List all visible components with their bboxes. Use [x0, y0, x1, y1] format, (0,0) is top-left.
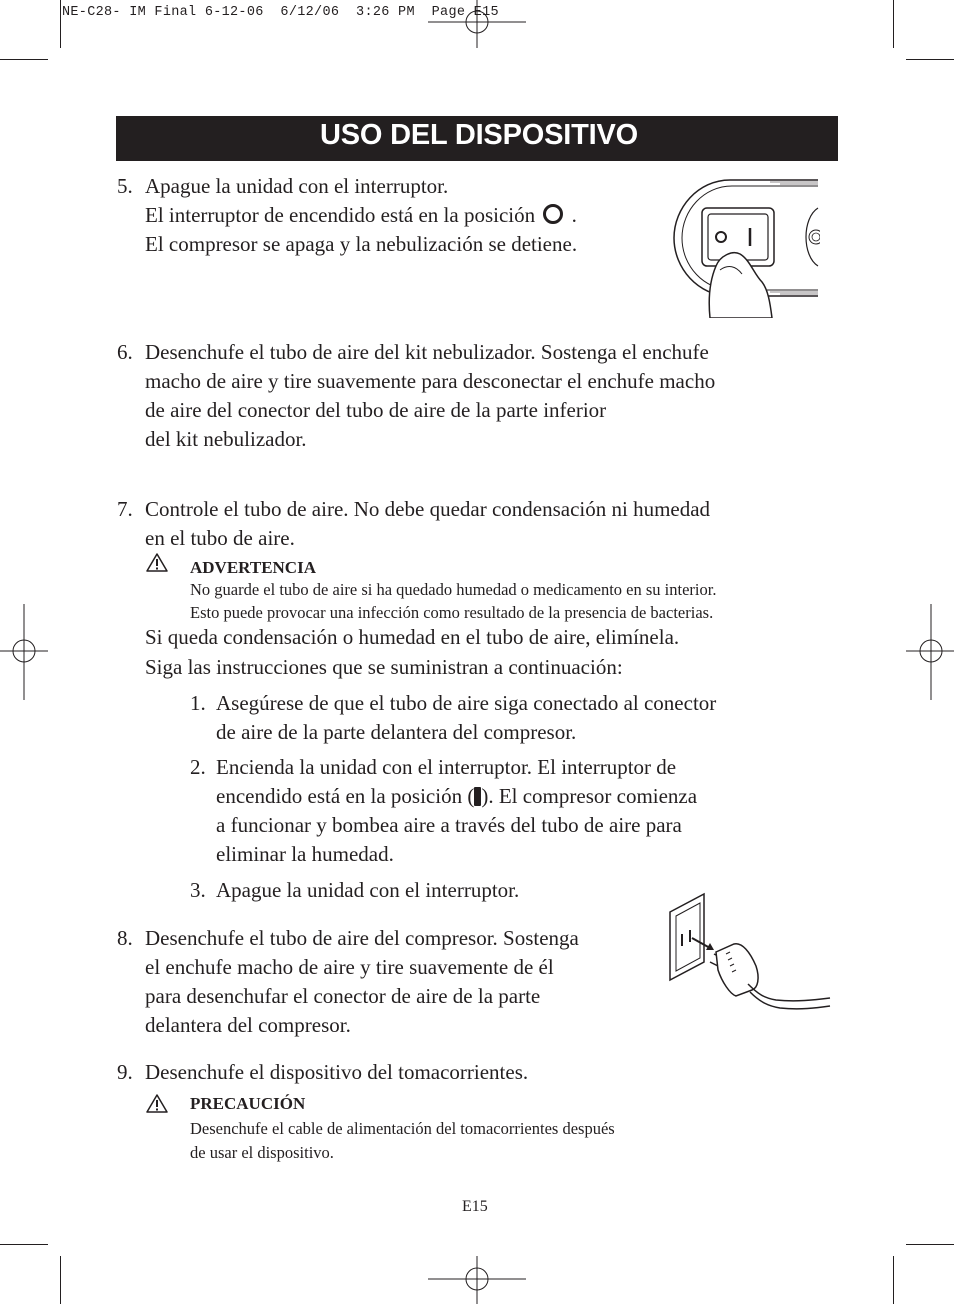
step-number: 5.: [117, 174, 133, 198]
crop-mark: [0, 59, 48, 60]
substep-text: de aire de la parte delantera del compresor.: [216, 720, 577, 744]
caution-triangle-icon: [146, 1094, 168, 1113]
substep-text: eliminar la humedad.: [216, 842, 394, 866]
step-text: en el tubo de aire.: [145, 526, 295, 550]
step-text: delantera del compresor.: [145, 1013, 351, 1037]
page-title: USO DEL DISPOSITIVO: [320, 119, 638, 151]
crop-mark: [60, 1256, 61, 1304]
power-switch-illustration: [670, 178, 820, 318]
step-text: El compresor se apaga y la nebulización se detiene.: [145, 232, 578, 256]
warning-text: Esto puede provocar una infección como resultado de la presencia de bacterias.: [190, 603, 714, 622]
step-text: Desenchufe el tubo de aire del kit nebulizador. Sostenga el enchufe: [145, 340, 709, 364]
substep-number: 1.: [190, 691, 206, 715]
step-text: para desenchufar el conector de aire de la parte: [145, 984, 541, 1008]
registration-mark-bottom: [428, 1256, 526, 1304]
section-title-bar: [116, 116, 838, 161]
substep-text: Encienda la unidad con el interruptor. El interruptor de: [216, 755, 677, 779]
step-text: Apague la unidad con el interruptor.: [145, 174, 449, 198]
step-text: macho de aire y tire suavemente para desconectar el enchufe macho: [145, 369, 716, 393]
unplug-illustration: [664, 890, 832, 1024]
warning-triangle-icon: [146, 553, 168, 572]
registration-mark-right: [904, 604, 954, 700]
power-off-symbol-icon: [543, 204, 563, 224]
substep-number: 2.: [190, 755, 206, 779]
step-number: 6.: [117, 340, 133, 364]
caution-heading: PRECAUCIÓN: [190, 1094, 306, 1113]
registration-mark-top: [428, 0, 526, 50]
substep-text: Asegúrese de que el tubo de aire siga conectado al conector: [216, 691, 717, 715]
registration-mark-left: [0, 604, 50, 700]
print-slug: NE-C28- IM Final 6-12-06 6/12/06 3:26 PM Page E15: [62, 5, 499, 20]
crop-mark: [906, 1244, 954, 1245]
paragraph-text: Si queda condensación o humedad en el tubo de aire, elimínela.: [145, 625, 680, 649]
substep-text: a funcionar y bombea aire a través del tubo de aire para: [216, 813, 682, 837]
caution-text: de usar el dispositivo.: [190, 1143, 334, 1162]
crop-mark: [893, 0, 894, 48]
step-text: Desenchufe el dispositivo del tomacorrientes.: [145, 1060, 529, 1084]
step-text: el enchufe macho de aire y tire suavemente de él: [145, 955, 554, 979]
warning-text: No guarde el tubo de aire si ha quedado humedad o medicamento en su interior.: [190, 580, 717, 599]
step-text: Controle el tubo de aire. No debe quedar condensación ni humedad: [145, 497, 711, 521]
step-number: 7.: [117, 497, 133, 521]
substep-text-with-symbol: encendido está en la posición ( ). El compresor comienza: [216, 784, 698, 808]
step-number: 8.: [117, 926, 133, 950]
step-text: Desenchufe el tubo de aire del compresor. Sostenga: [145, 926, 579, 950]
crop-mark: [0, 1244, 48, 1245]
crop-mark: [893, 1256, 894, 1304]
substep-number: 3.: [190, 878, 206, 902]
crop-mark: [60, 0, 61, 48]
step-text: del kit nebulizador.: [145, 427, 307, 451]
substep-text: Apague la unidad con el interruptor.: [216, 878, 520, 902]
page-number: E15: [462, 1198, 488, 1215]
step-text: de aire del conector del tubo de aire de la parte inferior: [145, 398, 607, 422]
caution-text: Desenchufe el cable de alimentación del tomacorrientes después: [190, 1119, 615, 1138]
step-number: 9.: [117, 1060, 133, 1084]
crop-mark: [906, 59, 954, 60]
step-text-with-symbol: El interruptor de encendido está en la posición .: [145, 203, 577, 227]
paragraph-text: Siga las instrucciones que se suministran a continuación:: [145, 655, 623, 679]
warning-heading: ADVERTENCIA: [190, 558, 316, 577]
